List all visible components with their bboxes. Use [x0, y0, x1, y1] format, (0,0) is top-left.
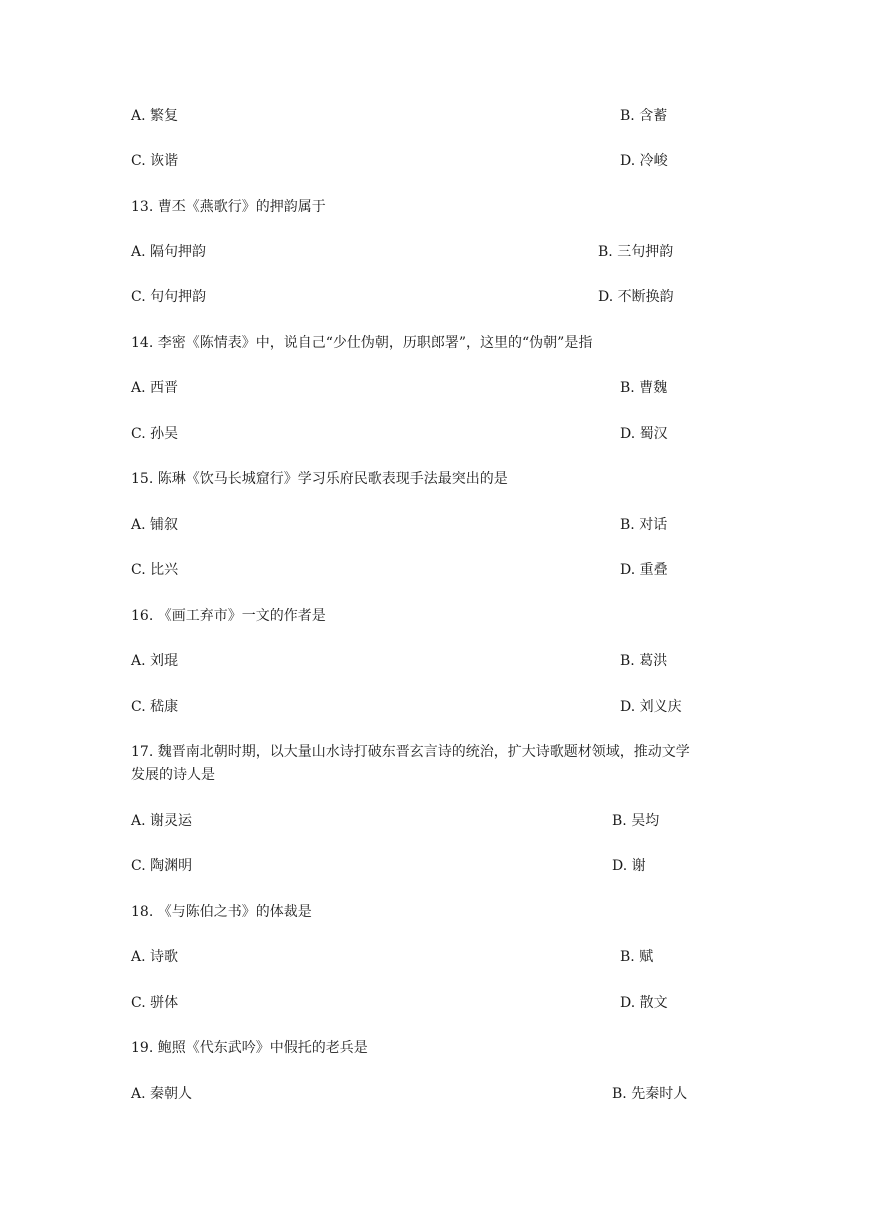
question-stem: 18. 《与陈伯之书》的体裁是 [131, 904, 312, 920]
option-c: C. 句句押韵 [131, 289, 207, 305]
question-stem: 17. 魏晋南北朝时期，以大量山水诗打破东晋玄言诗的统治，扩大诗歌题材领域，推动文学 [131, 744, 690, 760]
option-d: D. 刘义庆 [620, 699, 682, 715]
option-b: B. 三句押韵 [598, 244, 674, 260]
option-a: A. 刘琨 [131, 653, 179, 669]
option-b: B. 赋 [620, 949, 654, 965]
option-a: A. 诗歌 [131, 949, 179, 965]
option-d: D. 重叠 [620, 562, 668, 578]
option-c: C. 嵇康 [131, 699, 179, 715]
question-stem: 19. 鲍照《代东武吟》中假托的老兵是 [131, 1040, 368, 1056]
option-c: C. 陶渊明 [131, 858, 193, 874]
option-b: B. 葛洪 [620, 653, 668, 669]
question-stem: 15. 陈琳《饮马长城窟行》学习乐府民歌表现手法最突出的是 [131, 471, 508, 487]
option-a: A. 繁复 [131, 108, 179, 124]
option-b: B. 对话 [620, 517, 668, 533]
option-c: C. 比兴 [131, 562, 179, 578]
option-a: A. 秦朝人 [131, 1086, 193, 1102]
question-stem: 14. 李密《陈情表》中，说自己“少仕伪朝，历职郎署”，这里的“伪朝”是指 [131, 335, 593, 351]
option-a: A. 隔句押韵 [131, 244, 207, 260]
option-c: C. 骈体 [131, 995, 179, 1011]
option-b: B. 曹魏 [620, 380, 668, 396]
option-d: D. 谢 [612, 858, 646, 874]
question-stem: 13. 曹丕《燕歌行》的押韵属于 [131, 199, 326, 215]
option-a: A. 铺叙 [131, 517, 179, 533]
option-d: D. 散文 [620, 995, 668, 1011]
option-b: B. 含蓄 [620, 108, 668, 124]
option-b: B. 先秦时人 [612, 1086, 688, 1102]
option-d: D. 不断换韵 [598, 289, 674, 305]
option-d: D. 冷峻 [620, 153, 668, 169]
option-c: C. 诙谐 [131, 153, 179, 169]
option-b: B. 吴均 [612, 813, 660, 829]
option-a: A. 谢灵运 [131, 813, 193, 829]
option-a: A. 西晋 [131, 380, 179, 396]
question-stem-continued: 发展的诗人是 [131, 767, 215, 783]
option-c: C. 孙吴 [131, 426, 179, 442]
question-stem: 16. 《画工弃市》一文的作者是 [131, 608, 326, 624]
option-d: D. 蜀汉 [620, 426, 668, 442]
